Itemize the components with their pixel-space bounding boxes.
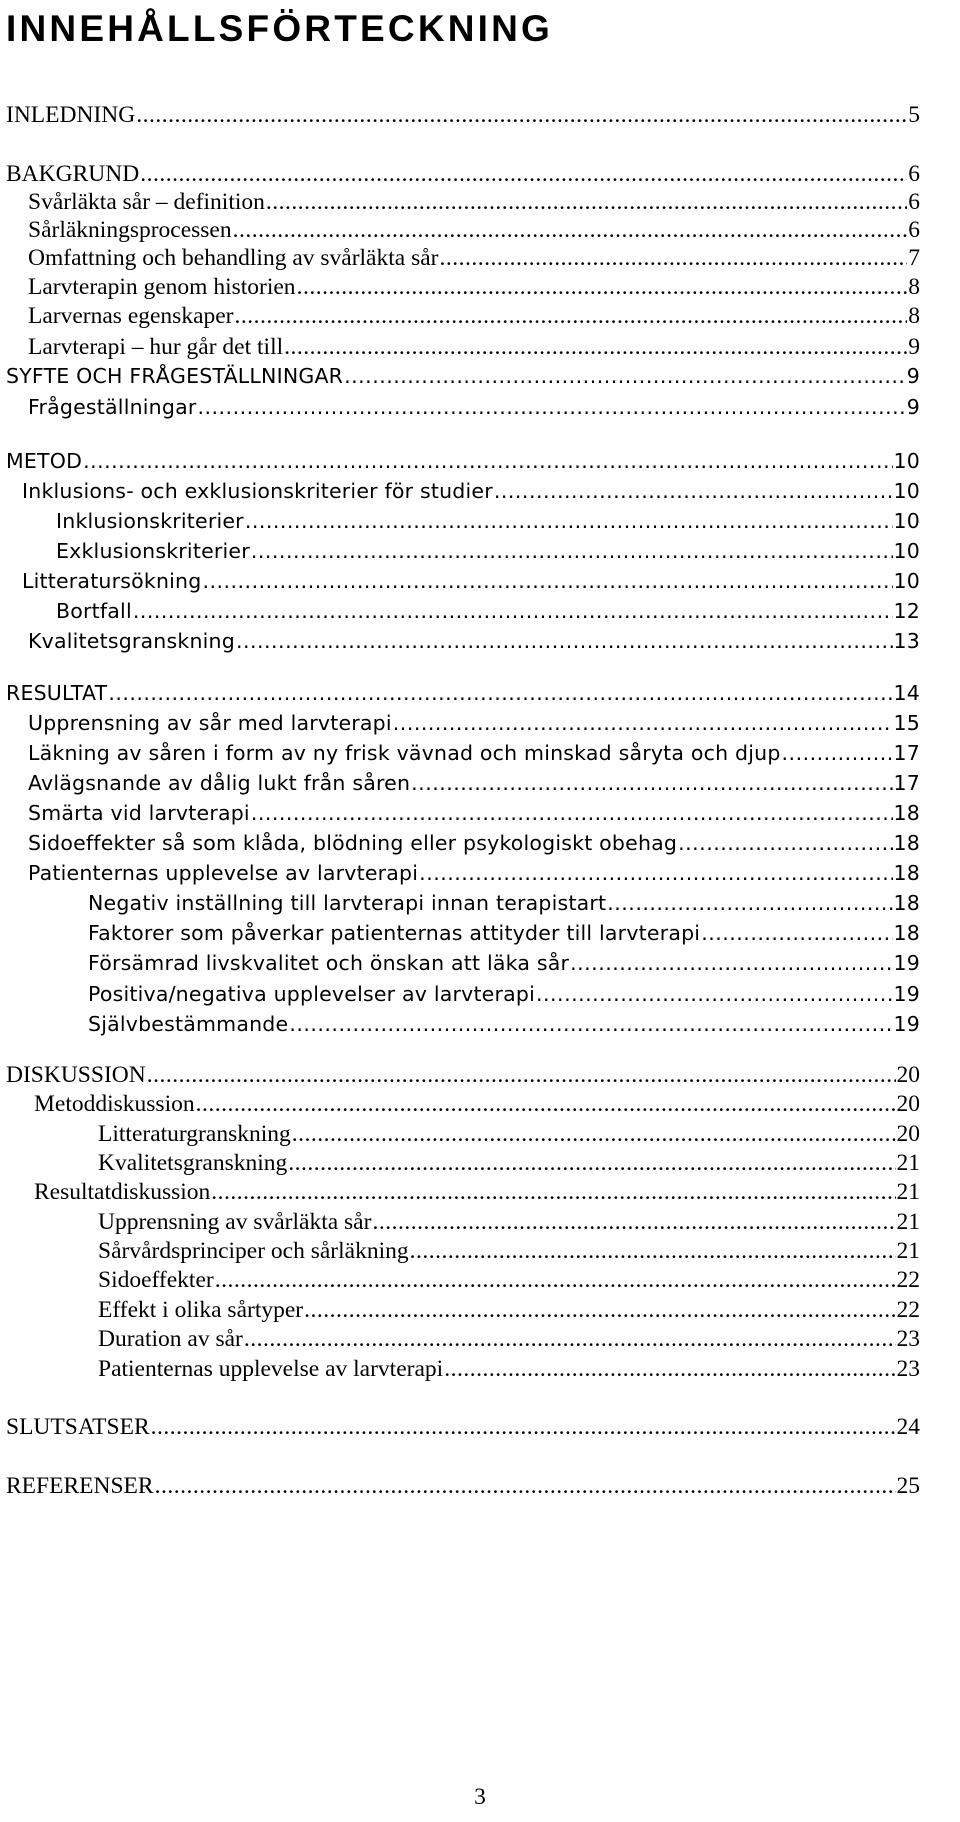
toc-entry-label: REFERENSER <box>6 1473 154 1499</box>
toc-entry <box>88 946 920 980</box>
toc-entry-label: BAKGRUND <box>6 161 140 187</box>
toc-entry-page: 22 <box>896 1297 920 1323</box>
dot-leader <box>83 444 892 478</box>
toc-entry-page: 21 <box>896 1179 920 1205</box>
toc-entry <box>28 706 920 740</box>
dot-leader <box>236 624 893 658</box>
toc-entry-page: 8 <box>908 303 920 329</box>
dot-leader <box>782 736 893 770</box>
toc-entry-page: 18 <box>893 831 920 855</box>
toc-entry-label: Omfattning och behandling av svårläkta sår <box>28 245 439 271</box>
toc-entry-page: 9 <box>906 395 920 419</box>
toc-entry-label: Försämrad livskvalitet och önskan att läka sår <box>88 951 570 975</box>
page-title: INNEHÅLLSFÖRTECKNING <box>6 8 554 49</box>
toc-entry-label: Upprensning av svårläkta sår <box>98 1209 372 1235</box>
toc-entry <box>22 474 920 508</box>
toc-entry-label: Sårläkningsprocessen <box>28 217 232 243</box>
toc-entry <box>88 916 920 950</box>
dot-leader <box>202 564 892 598</box>
toc-entry-label: RESULTAT <box>6 681 108 705</box>
toc-entry-page: 10 <box>893 569 920 593</box>
dot-leader <box>197 390 905 424</box>
toc-entry-page: 6 <box>908 217 920 243</box>
toc-entry-label: Svårläkta sår – definition <box>28 189 265 215</box>
dot-leader <box>701 916 892 950</box>
toc-entry-label: Patienternas upplevelse av larvterapi <box>28 861 419 885</box>
toc-entry-page: 23 <box>896 1356 920 1382</box>
toc-entry <box>88 977 920 1011</box>
dot-leader <box>133 594 893 628</box>
toc-entry-label: Läkning av såren i form av ny frisk vävnad och minskad såryta och djup <box>28 741 781 765</box>
toc-entry <box>6 98 920 132</box>
toc-entry <box>28 856 920 890</box>
toc-entry-label: Inklusionskriterier <box>56 509 244 533</box>
toc-entry-page: 13 <box>893 629 920 653</box>
toc-entry-page: 21 <box>896 1238 920 1264</box>
dot-leader <box>393 706 893 740</box>
toc-entry <box>6 359 920 393</box>
toc-entry-label: METOD <box>6 449 83 473</box>
dot-leader <box>494 474 893 508</box>
dot-leader <box>344 359 906 393</box>
toc-entry-page: 19 <box>893 982 920 1006</box>
dot-leader <box>411 766 892 800</box>
toc-entry-page: 18 <box>893 921 920 945</box>
toc-entry-page: 8 <box>908 274 920 300</box>
toc-entry-page: 25 <box>896 1473 920 1499</box>
toc-entry-page: 20 <box>896 1121 920 1147</box>
toc-entry <box>56 534 920 568</box>
toc-entry <box>28 766 920 800</box>
dot-leader <box>444 1352 895 1386</box>
toc-entry-page: 14 <box>893 681 920 705</box>
dot-leader <box>536 977 893 1011</box>
dot-leader <box>136 98 907 132</box>
toc-entry-page: 17 <box>893 771 920 795</box>
toc-entry <box>56 594 920 628</box>
toc-entry-label: Avlägsnande av dålig lukt från såren <box>28 771 411 795</box>
toc-entry-page: 20 <box>896 1091 920 1117</box>
dot-leader <box>245 504 893 538</box>
toc-entry-label: Faktorer som påverkar patienternas attityder till larvterapi <box>88 921 701 945</box>
toc-entry-label: Litteratursökning <box>22 569 202 593</box>
toc-entry <box>28 736 920 770</box>
toc-entry-label: Självbestämmande <box>88 1012 289 1036</box>
toc-entry-page: 18 <box>893 891 920 915</box>
toc-entry-page: 10 <box>893 479 920 503</box>
toc-entry <box>98 1263 920 1297</box>
dot-leader <box>607 886 892 920</box>
toc-entry <box>34 1087 920 1121</box>
toc-entry-label: Patienternas upplevelse av larvterapi <box>98 1356 444 1382</box>
dot-leader <box>235 299 908 333</box>
toc-entry <box>56 504 920 538</box>
dot-leader <box>251 796 893 830</box>
toc-entry-label: Inklusions- och exklusionskriterier för studier <box>22 479 493 503</box>
toc-entry-label: Litteraturgranskning <box>98 1121 291 1147</box>
dot-leader <box>244 1322 896 1356</box>
toc-entry-page: 19 <box>893 1012 920 1036</box>
toc-entry-label: Frågeställningar <box>28 395 197 419</box>
toc-entry-label: Sidoeffekter så som klåda, blödning eller psykologiskt obehag <box>28 831 678 855</box>
toc-entry <box>22 564 920 598</box>
toc-entry-page: 23 <box>896 1326 920 1352</box>
toc-entry <box>28 390 920 424</box>
toc-entry-label: Kvalitetsgranskning <box>28 629 235 653</box>
toc-entry-label: Smärta vid larvterapi <box>28 801 250 825</box>
toc-entry-page: 21 <box>896 1209 920 1235</box>
toc-entry-page: 12 <box>893 599 920 623</box>
dot-leader <box>419 856 892 890</box>
toc-entry-label: Upprensning av sår med larvterapi <box>28 711 392 735</box>
toc-entry <box>6 1410 920 1444</box>
toc-entry-label: Positiva/negativa upplevelser av larvterapi <box>88 982 535 1006</box>
dot-leader <box>155 1469 896 1503</box>
toc-entry-label: Sidoeffekter <box>98 1267 214 1293</box>
toc-entry-page: 9 <box>906 364 920 388</box>
toc-entry-label: Bortfall <box>56 599 132 623</box>
toc-entry-label: INLEDNING <box>6 102 136 128</box>
dot-leader <box>108 676 892 710</box>
toc-entry <box>28 826 920 860</box>
toc-entry <box>6 676 920 710</box>
toc-entry-page: 6 <box>908 161 920 187</box>
dot-leader <box>215 1263 896 1297</box>
toc-entry-page: 18 <box>893 801 920 825</box>
toc-entry-label: SYFTE OCH FRÅGESTÄLLNINGAR <box>6 364 344 388</box>
toc-entry <box>98 1352 920 1386</box>
toc-entry-label: Metoddiskussion <box>34 1091 195 1117</box>
dot-leader <box>570 946 892 980</box>
toc-entry-label: Sårvårdsprinciper och sårläkning <box>98 1238 409 1264</box>
toc-entry-page: 21 <box>896 1150 920 1176</box>
toc-entry-label: Duration av sår <box>98 1326 243 1352</box>
dot-leader <box>678 826 892 860</box>
toc-entry <box>28 624 920 658</box>
page-number: 3 <box>474 1784 486 1810</box>
toc-entry-page: 17 <box>893 741 920 765</box>
dot-leader <box>211 1175 895 1209</box>
toc-entry-label: Effekt i olika sårtyper <box>98 1297 304 1323</box>
toc-entry <box>6 1469 920 1503</box>
toc-entry-page: 10 <box>893 539 920 563</box>
toc-entry-page: 22 <box>896 1267 920 1293</box>
toc-entry-label: Exklusionskriterier <box>56 539 250 563</box>
toc-entry-page: 7 <box>908 245 920 271</box>
toc-entry-label: Kvalitetsgranskning <box>98 1150 288 1176</box>
toc-entry <box>6 444 920 478</box>
toc-entry-label: Negativ inställning till larvterapi innan terapistart <box>88 891 607 915</box>
toc-entry <box>88 1007 920 1041</box>
toc-entry-page: 20 <box>896 1062 920 1088</box>
toc-entry-page: 6 <box>908 189 920 215</box>
toc-entry-page: 10 <box>893 509 920 533</box>
toc-entry-label: Larvernas egenskaper <box>28 303 234 329</box>
toc-entry-label: DISKUSSION <box>6 1062 146 1088</box>
toc-entry <box>34 1175 920 1209</box>
toc-entry <box>98 1322 920 1356</box>
toc-entry-page: 19 <box>893 951 920 975</box>
toc-entry-label: SLUTSATSER <box>6 1414 150 1440</box>
toc-entry-page: 15 <box>893 711 920 735</box>
dot-leader <box>289 1007 892 1041</box>
toc-entry-label: Larvterapi – hur går det till <box>28 334 284 360</box>
toc-entry-page: 5 <box>908 102 920 128</box>
toc-entry-page: 18 <box>893 861 920 885</box>
toc-entry-page: 9 <box>908 334 920 360</box>
toc-entry-page: 24 <box>896 1414 920 1440</box>
dot-leader <box>196 1087 896 1121</box>
toc-entry <box>28 796 920 830</box>
toc-entry-label: Resultatdiskussion <box>34 1179 211 1205</box>
dot-leader <box>251 534 893 568</box>
toc-entry-label: Larvterapin genom historien <box>28 274 296 300</box>
dot-leader <box>151 1410 896 1444</box>
toc-entry <box>88 886 920 920</box>
toc-entry <box>28 299 920 333</box>
toc-entry-page: 10 <box>893 449 920 473</box>
